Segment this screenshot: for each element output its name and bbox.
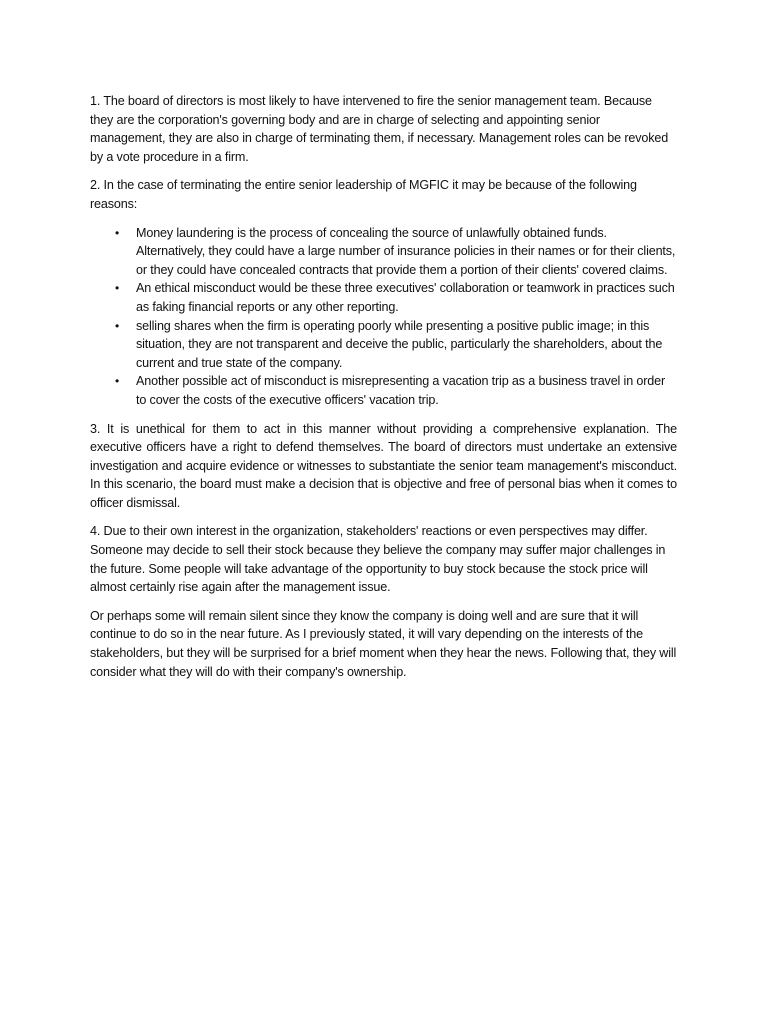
list-item-text: Money laundering is the process of concealing the source of unlawfully obtained funds. Alternatively, they could have a large number of insurance policies in their names or for their clients, or they could have concealed contracts that provide them a portion of their clients' covered claims.	[136, 225, 676, 277]
paragraph-5: Or perhaps some will remain silent since they know the company is doing well and are sure that it will continue to do so in the near future. As I previously stated, it will vary depending on the interests of the stakeholders, but they will be surprised for a brief moment when they hear the news. Following that, they will consider what they will do with their company's ownership.	[90, 608, 677, 679]
list-item	[90, 224, 677, 280]
bullet-marker: •	[115, 225, 120, 240]
bullet-marker: •	[115, 374, 120, 389]
list-item	[90, 279, 677, 316]
document-body	[90, 92, 677, 691]
paragraph-1: 1. The board of directors is most likely to have intervened to fire the senior management team. Because they are the corporation's governing body and are in charge of selecting and appointing senior management, they are also in charge of terminating them, if necessary. Management roles can be revoked by a vote procedure in a firm.	[90, 94, 669, 164]
paragraph-2: 2. In the case of terminating the entire senior leadership of MGFIC it may be because of the following reasons:	[90, 178, 637, 211]
list-item-text: selling shares when the firm is operating poorly while presenting a positive public image; in this situation, they are not transparent and deceive the public, particularly the shareholders, about the current and true state of the company.	[136, 318, 663, 370]
reasons-list	[90, 224, 677, 410]
list-item-text: An ethical misconduct would be these three executives' collaboration or teamwork in practices such as faking financial reports or any other reporting.	[136, 281, 675, 314]
list-item-text: Another possible act of misconduct is misrepresenting a vacation trip as a business travel in order to cover the costs of the executive officers' vacation trip.	[136, 374, 666, 407]
bullet-marker: •	[115, 281, 120, 296]
paragraph-4: 4. Due to their own interest in the organization, stakeholders' reactions or even perspectives may differ. Someone may decide to sell their stock because they believe the company may suffer major challenges in the future. Some people will take advantage of the opportunity to buy stock because the stock price will almost certainly rise again after the management issue.	[90, 524, 666, 595]
list-item	[90, 317, 677, 373]
bullet-marker: •	[115, 318, 120, 333]
list-item	[90, 372, 677, 409]
paragraph-3: 3. It is unethical for them to act in this manner without providing a comprehensive explanation. The executive officers have a right to defend themselves. The board of directors must undertake an extensive investigation and acquire evidence or witnesses to substantiate the senior team management's misconduct. In this scenario, the board must make a decision that is objective and free of personal bias when it comes to officer dismissal.	[90, 421, 677, 510]
